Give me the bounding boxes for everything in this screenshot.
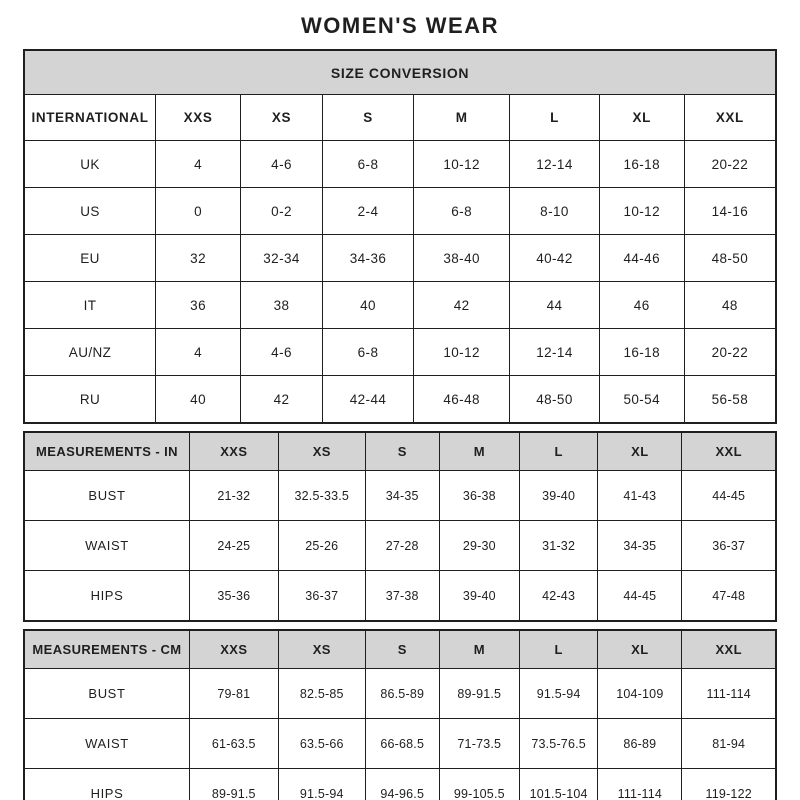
size-header: M — [439, 432, 519, 471]
table-row — [24, 235, 776, 282]
value-cell: 39-40 — [439, 571, 519, 622]
value-cell: 111-114 — [598, 769, 682, 800]
value-cell: 44-45 — [598, 571, 682, 622]
value-cell: 40 — [156, 376, 241, 424]
row-label: IT — [24, 282, 156, 329]
value-cell: 40-42 — [510, 235, 599, 282]
value-cell: 104-109 — [598, 669, 682, 719]
table-row — [24, 769, 776, 800]
value-cell: 42 — [414, 282, 510, 329]
size-header: XL — [598, 630, 682, 669]
measurements-cm-table — [23, 629, 777, 800]
value-cell: 4 — [156, 329, 241, 376]
table-row — [24, 571, 776, 622]
value-cell: 91.5-94 — [278, 769, 365, 800]
value-cell: 32.5-33.5 — [278, 471, 365, 521]
size-header: XS — [278, 432, 365, 471]
size-header: XL — [598, 432, 682, 471]
value-cell: 39-40 — [520, 471, 598, 521]
value-cell: 47-48 — [682, 571, 776, 622]
value-cell: 91.5-94 — [520, 669, 598, 719]
value-cell: 12-14 — [510, 141, 599, 188]
value-cell: 0-2 — [241, 188, 323, 235]
table-row — [24, 669, 776, 719]
value-cell: 46 — [599, 282, 684, 329]
value-cell: 119-122 — [682, 769, 776, 800]
value-cell: 36-37 — [278, 571, 365, 622]
value-cell: 42 — [241, 376, 323, 424]
table-header-row — [24, 630, 776, 669]
size-header: XS — [278, 630, 365, 669]
value-cell: 34-35 — [365, 471, 439, 521]
value-cell: 4-6 — [241, 329, 323, 376]
value-cell: 46-48 — [414, 376, 510, 424]
value-cell: 32 — [156, 235, 241, 282]
size-header: S — [365, 432, 439, 471]
row-label: HIPS — [24, 769, 189, 800]
value-cell: 82.5-85 — [278, 669, 365, 719]
value-cell: 37-38 — [365, 571, 439, 622]
value-cell: 48 — [684, 282, 776, 329]
value-cell: 21-32 — [189, 471, 278, 521]
size-header: XXS — [189, 630, 278, 669]
value-cell: 27-28 — [365, 521, 439, 571]
value-cell: 44-46 — [599, 235, 684, 282]
size-header: XXS — [189, 432, 278, 471]
table-row — [24, 141, 776, 188]
value-cell: 10-12 — [599, 188, 684, 235]
row-label: WAIST — [24, 719, 189, 769]
value-cell: 50-54 — [599, 376, 684, 424]
value-cell: 48-50 — [684, 235, 776, 282]
value-cell: 32-34 — [241, 235, 323, 282]
size-header: M — [439, 630, 519, 669]
table-row — [24, 376, 776, 424]
value-cell: 6-8 — [414, 188, 510, 235]
row-label: WAIST — [24, 521, 189, 571]
value-cell: 66-68.5 — [365, 719, 439, 769]
size-header: XS — [241, 95, 323, 141]
value-cell: 36-38 — [439, 471, 519, 521]
size-conversion-table — [23, 49, 777, 424]
value-cell: 94-96.5 — [365, 769, 439, 800]
size-header: L — [520, 432, 598, 471]
value-cell: 42-43 — [520, 571, 598, 622]
value-cell: 79-81 — [189, 669, 278, 719]
table-row — [24, 521, 776, 571]
value-cell: 61-63.5 — [189, 719, 278, 769]
value-cell: 36 — [156, 282, 241, 329]
value-cell: 31-32 — [520, 521, 598, 571]
size-header: S — [323, 95, 414, 141]
value-cell: 89-91.5 — [189, 769, 278, 800]
value-cell: 0 — [156, 188, 241, 235]
table-row — [24, 719, 776, 769]
value-cell: 2-4 — [323, 188, 414, 235]
size-header: XL — [599, 95, 684, 141]
value-cell: 38-40 — [414, 235, 510, 282]
table-row — [24, 188, 776, 235]
row-label: UK — [24, 141, 156, 188]
size-header: XXL — [682, 432, 776, 471]
value-cell: 36-37 — [682, 521, 776, 571]
value-cell: 8-10 — [510, 188, 599, 235]
header-label: MEASUREMENTS - IN — [24, 432, 189, 471]
value-cell: 71-73.5 — [439, 719, 519, 769]
value-cell: 86.5-89 — [365, 669, 439, 719]
row-label: HIPS — [24, 571, 189, 622]
value-cell: 20-22 — [684, 329, 776, 376]
value-cell: 4 — [156, 141, 241, 188]
value-cell: 56-58 — [684, 376, 776, 424]
value-cell: 16-18 — [599, 329, 684, 376]
value-cell: 101.5-104 — [520, 769, 598, 800]
row-label: BUST — [24, 471, 189, 521]
value-cell: 6-8 — [323, 329, 414, 376]
value-cell: 4-6 — [241, 141, 323, 188]
value-cell: 24-25 — [189, 521, 278, 571]
size-header: S — [365, 630, 439, 669]
value-cell: 35-36 — [189, 571, 278, 622]
value-cell: 44 — [510, 282, 599, 329]
value-cell: 99-105.5 — [439, 769, 519, 800]
value-cell: 34-36 — [323, 235, 414, 282]
value-cell: 40 — [323, 282, 414, 329]
value-cell: 29-30 — [439, 521, 519, 571]
value-cell: 63.5-66 — [278, 719, 365, 769]
size-header: M — [414, 95, 510, 141]
size-header: L — [510, 95, 599, 141]
table-header-row — [24, 95, 776, 141]
value-cell: 38 — [241, 282, 323, 329]
value-cell: 73.5-76.5 — [520, 719, 598, 769]
table-banner-row — [24, 50, 776, 95]
value-cell: 86-89 — [598, 719, 682, 769]
value-cell: 41-43 — [598, 471, 682, 521]
header-label: MEASUREMENTS - CM — [24, 630, 189, 669]
header-label: INTERNATIONAL — [24, 95, 156, 141]
table-header-row — [24, 432, 776, 471]
row-label: AU/NZ — [24, 329, 156, 376]
size-header: XXL — [682, 630, 776, 669]
table-row — [24, 471, 776, 521]
value-cell: 25-26 — [278, 521, 365, 571]
row-label: BUST — [24, 669, 189, 719]
row-label: EU — [24, 235, 156, 282]
size-header: L — [520, 630, 598, 669]
table-row — [24, 282, 776, 329]
value-cell: 10-12 — [414, 141, 510, 188]
value-cell: 34-35 — [598, 521, 682, 571]
table-row — [24, 329, 776, 376]
row-label: US — [24, 188, 156, 235]
value-cell: 14-16 — [684, 188, 776, 235]
value-cell: 20-22 — [684, 141, 776, 188]
value-cell: 111-114 — [682, 669, 776, 719]
value-cell: 16-18 — [599, 141, 684, 188]
value-cell: 44-45 — [682, 471, 776, 521]
value-cell: 12-14 — [510, 329, 599, 376]
measurements-in-table — [23, 431, 777, 622]
value-cell: 89-91.5 — [439, 669, 519, 719]
value-cell: 81-94 — [682, 719, 776, 769]
value-cell: 6-8 — [323, 141, 414, 188]
value-cell: 10-12 — [414, 329, 510, 376]
size-header: XXL — [684, 95, 776, 141]
table-banner-title: SIZE CONVERSION — [24, 50, 776, 95]
value-cell: 42-44 — [323, 376, 414, 424]
page-title: WOMEN'S WEAR — [301, 13, 499, 38]
value-cell: 48-50 — [510, 376, 599, 424]
size-header: XXS — [156, 95, 241, 141]
row-label: RU — [24, 376, 156, 424]
